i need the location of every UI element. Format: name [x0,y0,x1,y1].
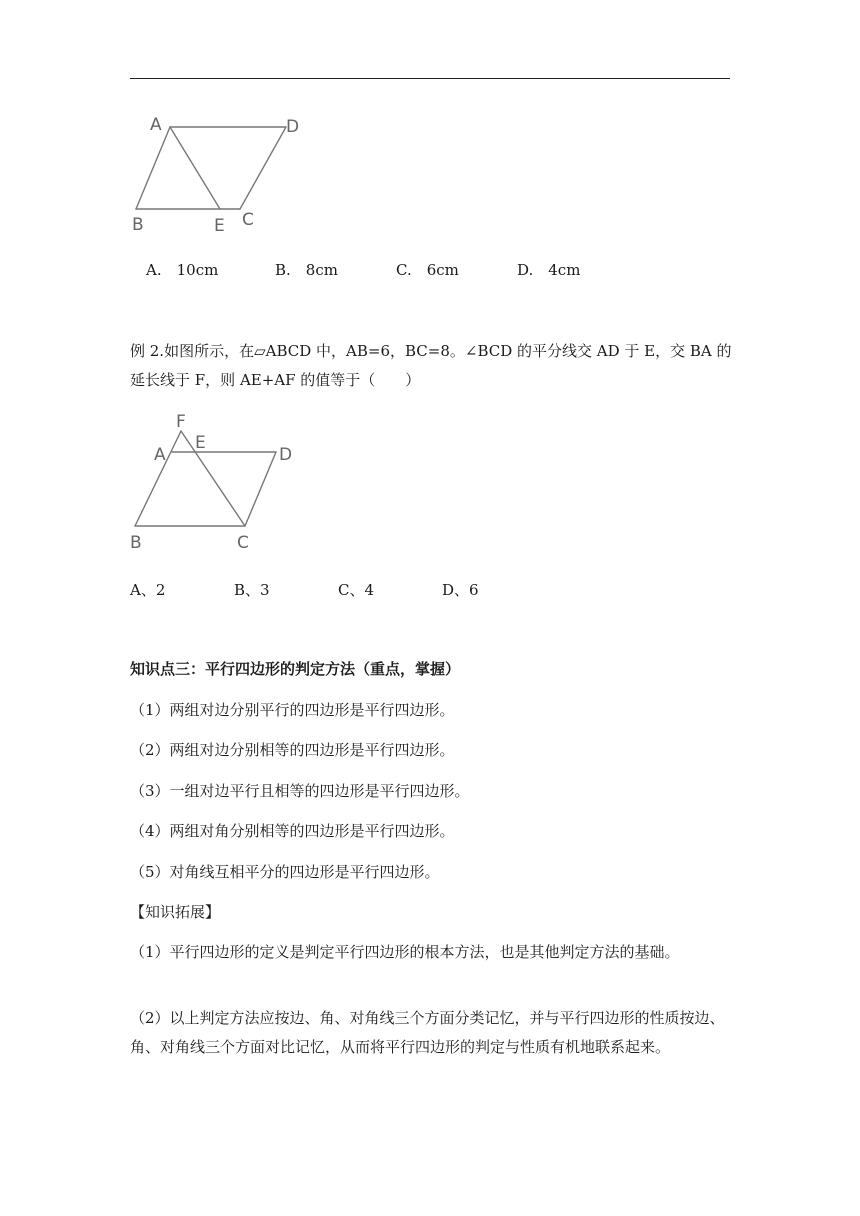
q2-option-c: C、4 [338,581,375,599]
figure-2-parallelogram [126,406,326,556]
q2-option-d: D、6 [442,581,479,599]
segment-fc [181,431,245,526]
label-e: E [195,433,206,453]
section-3-heading: 知识点三：平行四边形的判定方法（重点，掌握） [130,660,461,678]
label-f: F [176,412,186,432]
label-c: C [242,210,254,230]
label-e: E [214,216,225,235]
criterion-5: （5）对角线互相平分的四边形是平行四边形。 [130,863,440,881]
figure-1-parallelogram [128,110,318,235]
extension-item-1: （1）平行四边形的定义是判定平行四边形的根本方法，也是其他判定方法的基础。 [130,943,680,961]
q1-option-c: C. 6cm [396,261,459,279]
q1-option-d: D. 4cm [517,261,581,279]
criterion-1: （1）两组对边分别平行的四边形是平行四边形。 [130,701,455,719]
criterion-2: （2）两组对边分别相等的四边形是平行四边形。 [130,741,455,759]
q2-question-text: 例 2.如图所示，在▱ABCD 中，AB=6，BC=8。∠BCD 的平分线交 AD 于 E，交 BA 的延长线于 F，则 AE+AF 的值等于（ ） [130,342,732,389]
segment-ae [170,127,220,209]
label-b: B [130,533,142,553]
criterion-3: （3）一组对边平行且相等的四边形是平行四边形。 [130,782,470,800]
label-a: A [150,115,162,135]
header-rule [130,78,730,79]
label-c: C [237,533,249,553]
q1-option-b: B. 8cm [275,261,338,279]
q2-option-b: B、3 [234,581,270,599]
segment-ab [136,127,170,209]
extension-item-2: （2）以上判定方法应按边、角、对角线三个方面分类记忆，并与平行四边形的性质按边、角、对角线三个方面对比记忆，从而将平行四边形的判定与性质有机地联系起来。 [130,1009,725,1056]
label-a: A [154,445,166,465]
q2-options [130,579,479,600]
q1-option-a: A. 10cm [146,261,219,279]
segment-dc [245,452,276,526]
q1-options [146,259,580,280]
segment-dc [240,127,286,209]
extension-title: 【知识拓展】 [130,903,221,921]
label-d: D [279,445,293,465]
label-b: B [132,215,144,235]
criterion-4: （4）两组对角分别相等的四边形是平行四边形。 [130,822,455,840]
q2-option-a: A、2 [130,581,166,599]
label-d: D [286,117,300,137]
